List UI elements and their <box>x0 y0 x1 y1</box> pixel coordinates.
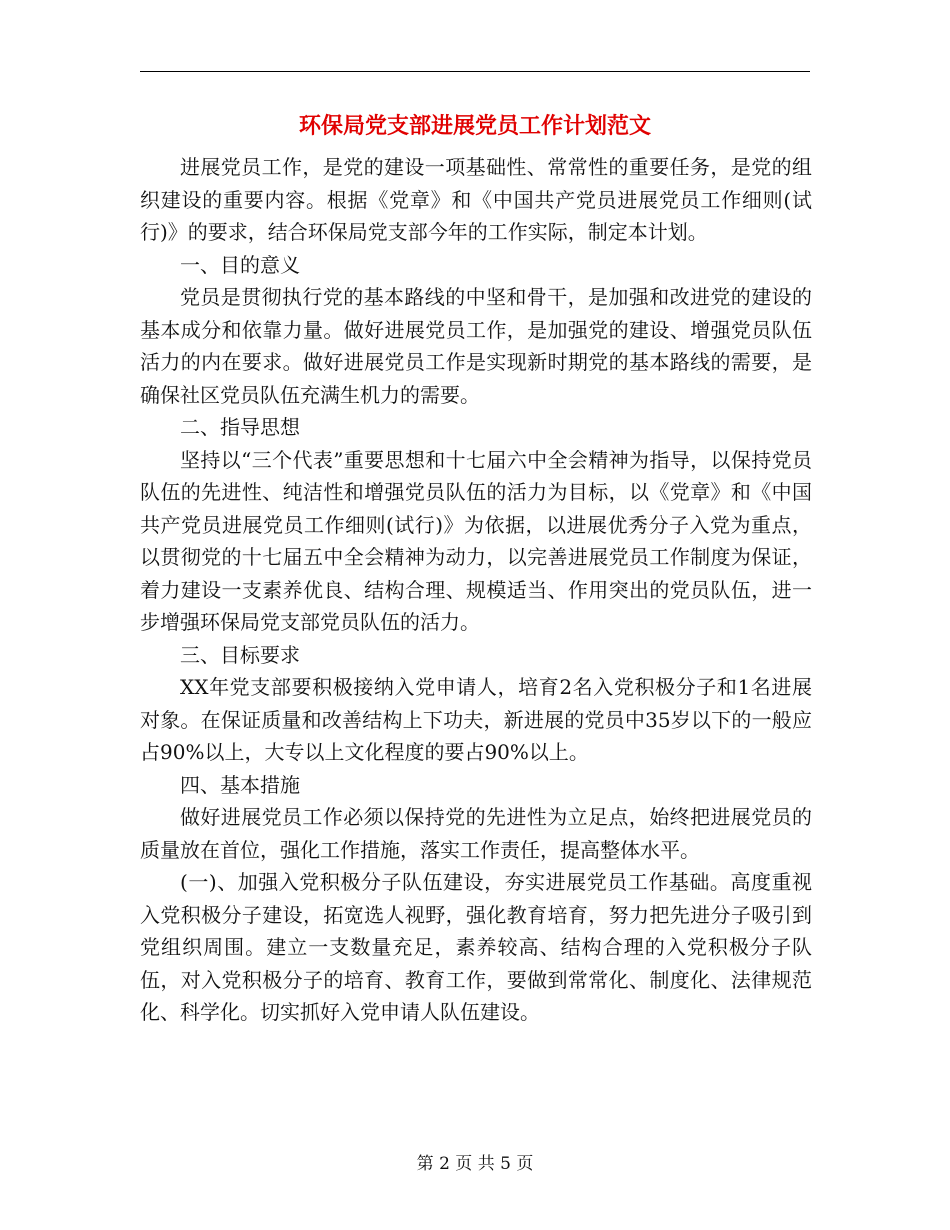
intro-paragraph: 进展党员工作，是党的建设一项基础性、常常性的重要任务，是党的组织建设的重要内容。根据《党章》和《中国共产党员进展党员工作细则(试行)》的要求，结合环保局党支部今年的工作实际，制定本计划。 <box>140 155 812 244</box>
header-rule <box>140 71 810 72</box>
section-heading-guiding-thought: 二、指导思想 <box>180 415 300 439</box>
measures-paragraph: 做好进展党员工作必须以保持党的先进性为立足点，始终把进展党员的质量放在首位，强化工作措施，落实工作责任，提高整体水平。 <box>140 805 812 862</box>
goals-paragraph: XX年党支部要积极接纳入党申请人，培育2名入党积极分子和1名进展对象。在保证质量和改善结构上下功夫，新进展的党员中35岁以下的一般应占90%以上，大专以上文化程度的要占90%以上。 <box>140 675 812 764</box>
guiding-thought-paragraph: 坚持以“三个代表”重要思想和十七届六中全会精神为指导，以保持党员队伍的先进性、纯洁性和增强党员队伍的活力为目标，以《党章》和《中国共产党员进展党员工作细则(试行)》为依据，以进展优秀分子入党为重点，以贯彻党的十七届五中全会精神为动力，以完善进展党员工作制度为保证，着力建设一支素养优良、结构合理、规模适当、作用突出的党员队伍，进一步增强环保局党支部党员队伍的活力。 <box>140 447 812 634</box>
section-heading-measures: 四、基本措施 <box>180 772 300 797</box>
purpose-paragraph: 党员是贯彻执行党的基本路线的中坚和骨干，是加强和改进党的建设的基本成分和依靠力量。做好进展党员工作，是加强党的建设、增强党员队伍活力的内在要求。做好进展党员工作是实现新时期党的基本路线的需要，是确保社区党员队伍充满生机力的需要。 <box>140 285 812 407</box>
document-title: 环保局党支部进展党员工作计划范文 <box>298 113 651 139</box>
section-heading-purpose: 一、目的意义 <box>180 252 300 277</box>
measure-one-paragraph: (一)、加强入党积极分子队伍建设，夯实进展党员工作基础。高度重视入党积极分子建设，拓宽选人视野，强化教育培育，努力把先进分子吸引到党组织周围。建立一支数量充足，素养较高、结构合理的入党积极分子队伍，对入党积极分子的培育、教育工作，要做到常常化、制度化、法律规范化、科学化。切实抓好入党申请人队伍建设。 <box>140 870 812 1024</box>
section-heading-goals: 三、目标要求 <box>180 642 300 667</box>
document-body <box>140 151 812 1029</box>
page-number-footer: 第 2 页 共 5 页 <box>416 1154 534 1174</box>
